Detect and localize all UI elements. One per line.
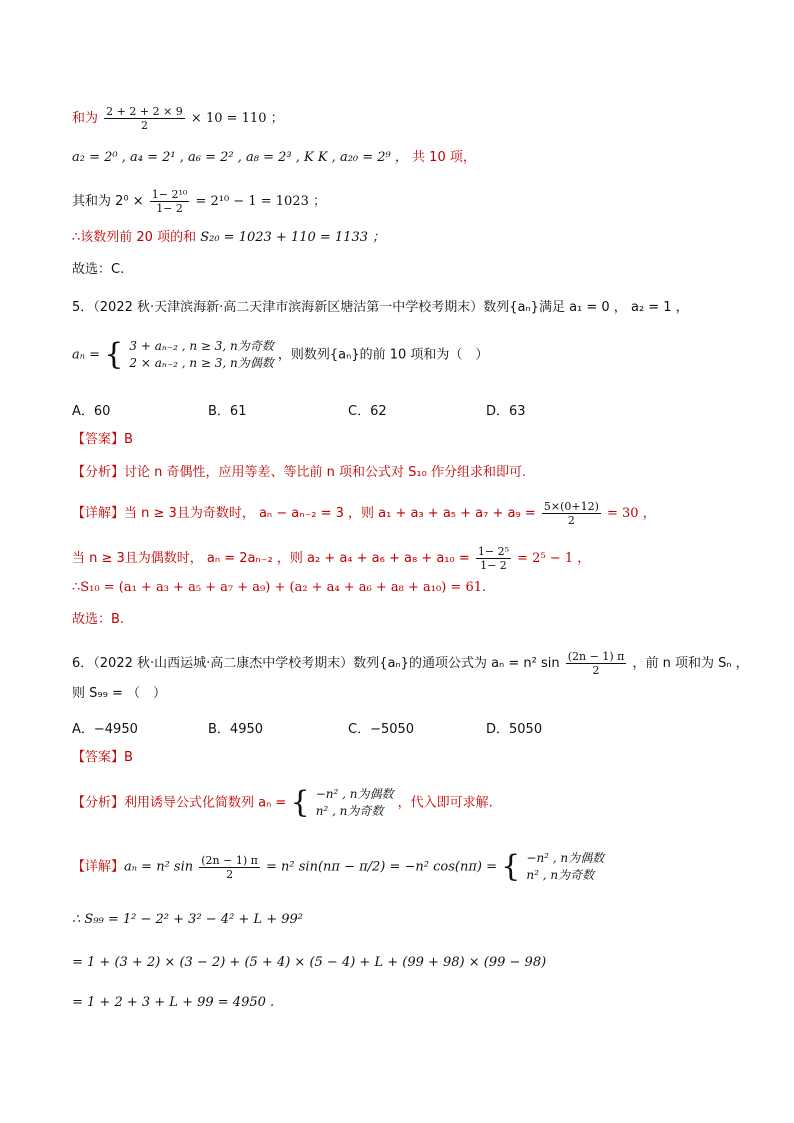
sum-line-4-math: S₂₀ = 1023 + 110 = 1133 ； xyxy=(200,230,386,245)
q5-answer-value: B xyxy=(124,432,133,447)
q6-stem: 6．（2022 秋·山西运城·高二康杰中学校考期末）数列{aₙ}的通项公式为 aₙ = n² sin $\frac{(2n - 1) \pi}{2}$ ，前 n 项和为 Sₙ ， xyxy=(72,650,749,677)
q6-analysis-tag: 【分析】 xyxy=(72,795,125,811)
q6-option-c[interactable]: C．−5050 xyxy=(348,722,415,737)
q6-option-a[interactable]: A．−4950 xyxy=(72,722,138,737)
q5-option-c[interactable]: C．62 xyxy=(348,404,387,419)
sum-line-2 xyxy=(72,150,476,166)
q5-answer xyxy=(72,432,133,448)
q5-cases-prefix: aₙ = xyxy=(72,347,101,363)
sum-line-1-prefix: 和为 xyxy=(72,111,99,126)
sum-line-4 xyxy=(72,230,385,246)
q5-analysis-tag: 【分析】 xyxy=(72,465,125,480)
q6-sum-3: = 1 + 2 + 3 + L + 99 = 4950 . xyxy=(72,995,275,1010)
q5-answer-tag: 【答案】 xyxy=(72,432,125,447)
q6-sum-1: ∴ S₉₉ = 1² − 2² + 3² − 4² + L + 99² xyxy=(72,912,303,927)
choose-line-prev: 故选：C. xyxy=(72,262,125,277)
q6-answer-value: B xyxy=(124,750,133,765)
q5-option-d[interactable]: D．63 xyxy=(486,404,526,419)
sum-line-3-fraction: $\frac{\text{1− 2¹⁰}}{1- 2}$ xyxy=(151,188,188,215)
q6-analysis: 【分析】利用诱导公式化简数列 aₙ = { −n² , n为偶数 n² , n为奇数 ，代入即可求解. xyxy=(72,785,493,820)
q5-stem: 5．（2022 秋·天津滨海新·高二天津市滨海新区塘沽第一中学校考期末）数列{aₙ}满足 a₁ = 0 ， a₂ = 1 ， xyxy=(72,300,689,315)
sum-line-1-fraction: $\frac{2 + 2 + 2 \times 9}{2}$ xyxy=(106,105,183,132)
q6-analysis-cases: −n² , n为偶数 n² , n为奇数 xyxy=(315,787,394,818)
q5-detail-2: 当 n ≥ 3且为偶数时， aₙ = 2aₙ₋₂ ，则 a₂ + a₄ + a₆ + a₈ + a₁₀ = $\frac{\text{1− 2⁵}}{1- 2}$ = 2⁵ − 1 ， xyxy=(72,545,591,572)
q6-detail-fraction: $\frac{(2n - 1) \pi}{2}$ xyxy=(201,853,258,881)
q6-detail: 【详解】aₙ = n² sin $\frac{(2n - 1) \pi}{2}$ = n² sin(nπ − π/2) = −n² cos(nπ) = { −n² , n为偶数 n² , n为奇数 xyxy=(72,849,605,884)
q5-detail-tag: 【详解】 xyxy=(72,506,125,521)
sum-line-1-suffix: × 10 = 110 ； xyxy=(190,111,284,126)
q5-brace: { xyxy=(104,337,124,372)
q6-option-d[interactable]: D．5050 xyxy=(486,722,543,737)
q5-detail-2-fraction: $\frac{\text{1− 2⁵}}{1- 2}$ xyxy=(477,545,510,572)
q5-cases xyxy=(129,338,273,372)
q6-sum-2: = 1 + (3 + 2) × (3 − 2) + (5 + 4) × (5 − 4) + L + (99 + 98) × (99 − 98) xyxy=(72,955,547,970)
q6-stem-fraction: $\frac{(2n - 1) \pi}{2}$ xyxy=(567,650,625,677)
q5-detail-1: 【详解】当 n ≥ 3且为奇数时， aₙ − aₙ₋₂ = 3 ，则 a₁ + a₃ + a₅ + a₇ + a₉ = $\frac{5\times(0+12)}{2}$ = 30 ， xyxy=(72,500,656,527)
q6-answer xyxy=(72,750,133,766)
q6-option-b[interactable]: B．4950 xyxy=(208,722,264,737)
q6-detail-tag: 【详解】 xyxy=(72,859,125,875)
q6-stem-question: 则 S₉₉ = （ ） xyxy=(72,686,166,701)
q5-analysis xyxy=(72,465,526,481)
q5-choose: 故选：B. xyxy=(72,612,125,627)
q5-recurrence xyxy=(72,338,488,372)
q6-answer-tag: 【答案】 xyxy=(72,750,125,765)
q5-stem-end: ，则数列{aₙ}的前 10 项和为（ ） xyxy=(277,347,489,363)
q6-analysis-brace: { xyxy=(290,785,310,820)
sum-line-2-math: a₂ = 2⁰ , a₄ = 2¹ , a₆ = 2² , a₈ = 2³ , K K , a₂₀ = 2⁹ ， xyxy=(72,150,408,165)
sum-line-4-label: ∴该数列前 20 项的和 xyxy=(72,230,197,245)
q6-detail-cases: −n² , n为偶数 n² , n为奇数 xyxy=(526,851,605,882)
q6-detail-brace: { xyxy=(501,849,521,884)
sum-line-3-prefix: 其和为 2⁰ × xyxy=(72,194,144,209)
q5-case-odd: 3 + aₙ₋₂ , n ≥ 3, n为奇数 xyxy=(129,339,274,353)
sum-line-1 xyxy=(72,105,284,132)
q5-option-a[interactable]: A．60 xyxy=(72,404,111,419)
sum-line-3-suffix: = 2¹⁰ − 1 = 1023 ； xyxy=(195,194,326,209)
sum-line-2-count: 共 10 项， xyxy=(412,150,476,165)
q5-detail-3: ∴S₁₀ = (a₁ + a₃ + a₅ + a₇ + a₉) + (a₂ + a₄ + a₆ + a₈ + a₁₀) = 61. xyxy=(72,580,487,595)
sum-line-3 xyxy=(72,188,326,215)
q5-case-even: 2 × aₙ₋₂ , n ≥ 3, n为偶数 xyxy=(129,356,274,370)
q5-detail-1-fraction: $\frac{5\times(0+12)}{2}$ xyxy=(543,500,599,527)
q5-analysis-text: 讨论 n 奇偶性，应用等差、等比前 n 项和公式对 S₁₀ 作分组求和即可. xyxy=(124,465,527,480)
q5-option-b[interactable]: B．61 xyxy=(208,404,247,419)
